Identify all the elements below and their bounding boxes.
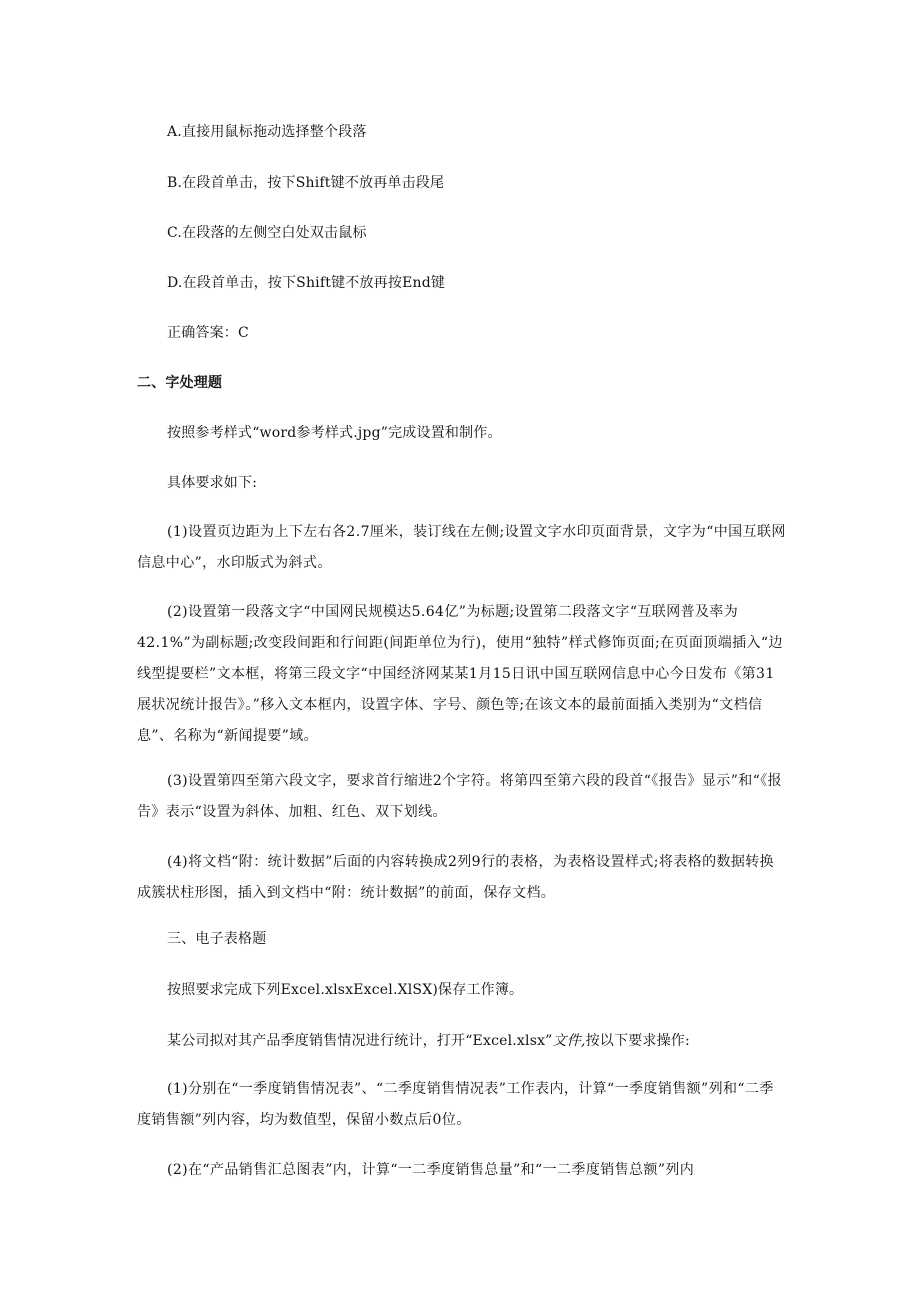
section-2-heading: 二、字处理题 — [137, 375, 223, 391]
section-3-task-after: 按以下要求操作: — [585, 1033, 690, 1049]
section-2-item-2: (2)设置第一段落文字“中国网民规模达5.64亿”为标题;设置第二段落文字“互联网普及率为42.1%”为副标题;改变段间距和行间距(间距单位为行)，使用“独特”样式修饰页面;在页面顶端插入“边线型提要栏”文本框，将第三段文字“中国经济网某某1月15日讯中国互联网信息中心今日发布《第31展状况统计报告》。”移入文本框内，设置字体、字号、颜色等;在该文本的最前面插入类别为“文档信息”、名称为“新闻提要”域。 — [137, 604, 783, 744]
section-2-item-3: (3)设置第四至第六段文字，要求首行缩进2个字符。将第四至第六段的段首“《报告》显示”和“《报告》表示“设置为斜体、加粗、红色、双下划线。 — [137, 773, 783, 820]
option-d: D.在段首单击，按下Shift键不放再按End键 — [167, 275, 446, 291]
section-3-task-italic: 文件, — [552, 1033, 586, 1049]
section-2-intro: 按照参考样式“word参考样式.jpg”完成设置和制作。 — [167, 425, 502, 441]
option-b: B.在段首单击，按下Shift键不放再单击段尾 — [167, 175, 445, 191]
section-3-item-2: (2)在“产品销售汇总图表”内，计算“一二季度销售总量”和“一二季度销售总额”列内 — [167, 1162, 695, 1178]
section-3-item-1: (1)分别在“一季度销售情况表”、“二季度销售情况表”工作表内，计算“一季度销售额”列和“二季度销售额”列内容，均为数值型，保留小数点后0位。 — [137, 1081, 774, 1128]
section-3-intro: 按照要求完成下列Excel.xlsxExcel.XlSX)保存工作簿。 — [167, 982, 524, 998]
option-c: C.在段落的左侧空白处双击鼠标 — [167, 225, 367, 241]
section-3-task-before: 某公司拟对其产品季度销售情况进行统计，打开“Excel.xlsx” — [167, 1033, 553, 1049]
section-2-item-1: (1)设置页边距为上下左右各2.7厘米，装订线在左侧;设置文字水印页面背景，文字为“中国互联网信息中心”，水印版式为斜式。 — [137, 524, 786, 571]
section-2-item-4: (4)将文档“附：统计数据”后面的内容转换成2列9行的表格，为表格设置样式;将表格的数据转换成簇状柱形图，插入到文档中“附：统计数据”的前面，保存文档。 — [137, 854, 775, 901]
option-a: A.直接用鼠标拖动选择整个段落 — [167, 124, 367, 140]
correct-answer: 正确答案：C — [167, 325, 249, 341]
section-3-heading: 三、电子表格题 — [167, 931, 267, 947]
section-3-task — [167, 1031, 690, 1051]
section-2-requirements-label: 具体要求如下: — [167, 475, 258, 491]
